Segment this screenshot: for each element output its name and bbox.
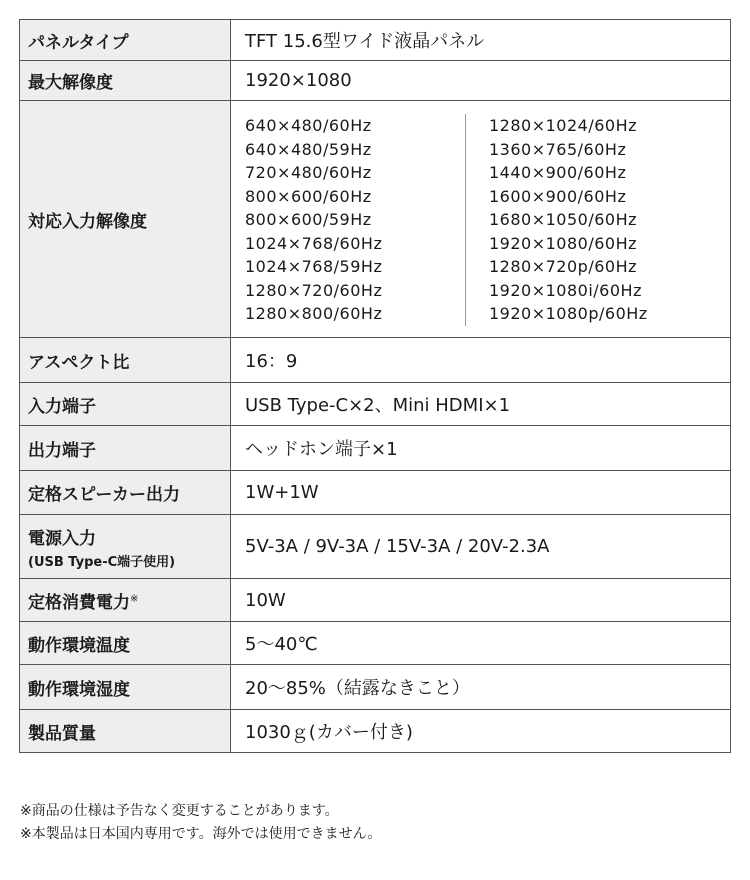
spec-row-max-resolution xyxy=(20,61,731,101)
resolution-item: 1920×1080i/60Hz xyxy=(489,280,642,300)
spec-table xyxy=(19,19,731,753)
spec-row-operating-humidity xyxy=(20,665,731,710)
spec-value: 20～85%（結露なきこと） xyxy=(231,665,731,710)
spec-row-input-resolutions xyxy=(20,101,731,338)
spec-row-power-consumption xyxy=(20,579,731,622)
spec-row-aspect-ratio xyxy=(20,338,731,383)
spec-row-operating-temperature xyxy=(20,622,731,665)
spec-label-power-input xyxy=(20,515,231,579)
spec-row-power-input xyxy=(20,515,731,579)
footnote: ※本製品は日本国内専用です。海外では使用できません。 xyxy=(20,826,382,842)
resolution-item: 1024×768/59Hz xyxy=(245,257,383,277)
resolution-item: 1280×720/60Hz xyxy=(245,280,383,300)
spec-label: 定格スピーカー出力 xyxy=(20,471,231,515)
footnotes xyxy=(20,800,381,846)
spec-label: 製品質量 xyxy=(20,710,231,753)
resolution-item: 1280×800/60Hz xyxy=(245,304,383,324)
resolution-item: 1920×1080/60Hz xyxy=(489,233,638,253)
resolution-item: 1280×720p/60Hz xyxy=(489,257,637,277)
resolution-list-left xyxy=(245,114,466,326)
spec-row-output-ports xyxy=(20,426,731,471)
spec-row-input-ports xyxy=(20,383,731,426)
spec-row-weight xyxy=(20,710,731,753)
spec-label: パネルタイプ xyxy=(20,20,231,61)
resolution-list-right xyxy=(466,114,648,326)
spec-value: 16：9 xyxy=(231,338,731,383)
spec-label: 入力端子 xyxy=(20,383,231,426)
resolution-item: 1440×900/60Hz xyxy=(489,163,627,183)
spec-label: 定格消費電力 xyxy=(28,592,130,613)
spec-value: TFT 15.6型ワイド液晶パネル xyxy=(231,20,731,61)
resolution-item: 800×600/60Hz xyxy=(245,186,372,206)
spec-sublabel: (USB Type-C端子使用) xyxy=(28,554,176,570)
footnote-mark: ※ xyxy=(130,592,139,604)
spec-value: 10W xyxy=(231,579,731,622)
resolution-item: 1680×1050/60Hz xyxy=(489,210,638,230)
resolution-item: 1024×768/60Hz xyxy=(245,233,383,253)
spec-row-speaker-output xyxy=(20,471,731,515)
resolution-item: 640×480/60Hz xyxy=(245,116,372,136)
resolution-item: 800×600/59Hz xyxy=(245,210,372,230)
spec-value: USB Type-C×2、Mini HDMI×1 xyxy=(231,383,731,426)
spec-label: 対応入力解像度 xyxy=(20,101,231,338)
spec-value: 1030ｇ(カバー付き) xyxy=(231,710,731,753)
spec-label: 出力端子 xyxy=(20,426,231,471)
spec-value: 5～40℃ xyxy=(231,622,731,665)
resolution-item: 1600×900/60Hz xyxy=(489,186,627,206)
spec-value: ヘッドホン端子×1 xyxy=(231,426,731,471)
spec-row-panel-type xyxy=(20,20,731,61)
spec-label: アスペクト比 xyxy=(20,338,231,383)
resolution-columns xyxy=(245,104,730,334)
spec-value-resolutions xyxy=(231,101,731,338)
spec-value: 5V-3A / 9V-3A / 15V-3A / 20V-2.3A xyxy=(231,515,731,579)
spec-label: 動作環境湿度 xyxy=(20,665,231,710)
resolution-item: 720×480/60Hz xyxy=(245,163,372,183)
spec-label-power-consumption xyxy=(20,579,231,622)
resolution-item: 1920×1080p/60Hz xyxy=(489,304,648,324)
resolution-item: 1360×765/60Hz xyxy=(489,139,627,159)
resolution-item: 1280×1024/60Hz xyxy=(489,116,638,136)
spec-label: 最大解像度 xyxy=(20,61,231,101)
spec-label: 電源入力 xyxy=(28,528,96,549)
spec-value: 1W+1W xyxy=(231,471,731,515)
footnote: ※商品の仕様は予告なく変更することがあります。 xyxy=(20,803,339,819)
spec-value: 1920×1080 xyxy=(231,61,731,101)
spec-label: 動作環境温度 xyxy=(20,622,231,665)
resolution-item: 640×480/59Hz xyxy=(245,139,372,159)
